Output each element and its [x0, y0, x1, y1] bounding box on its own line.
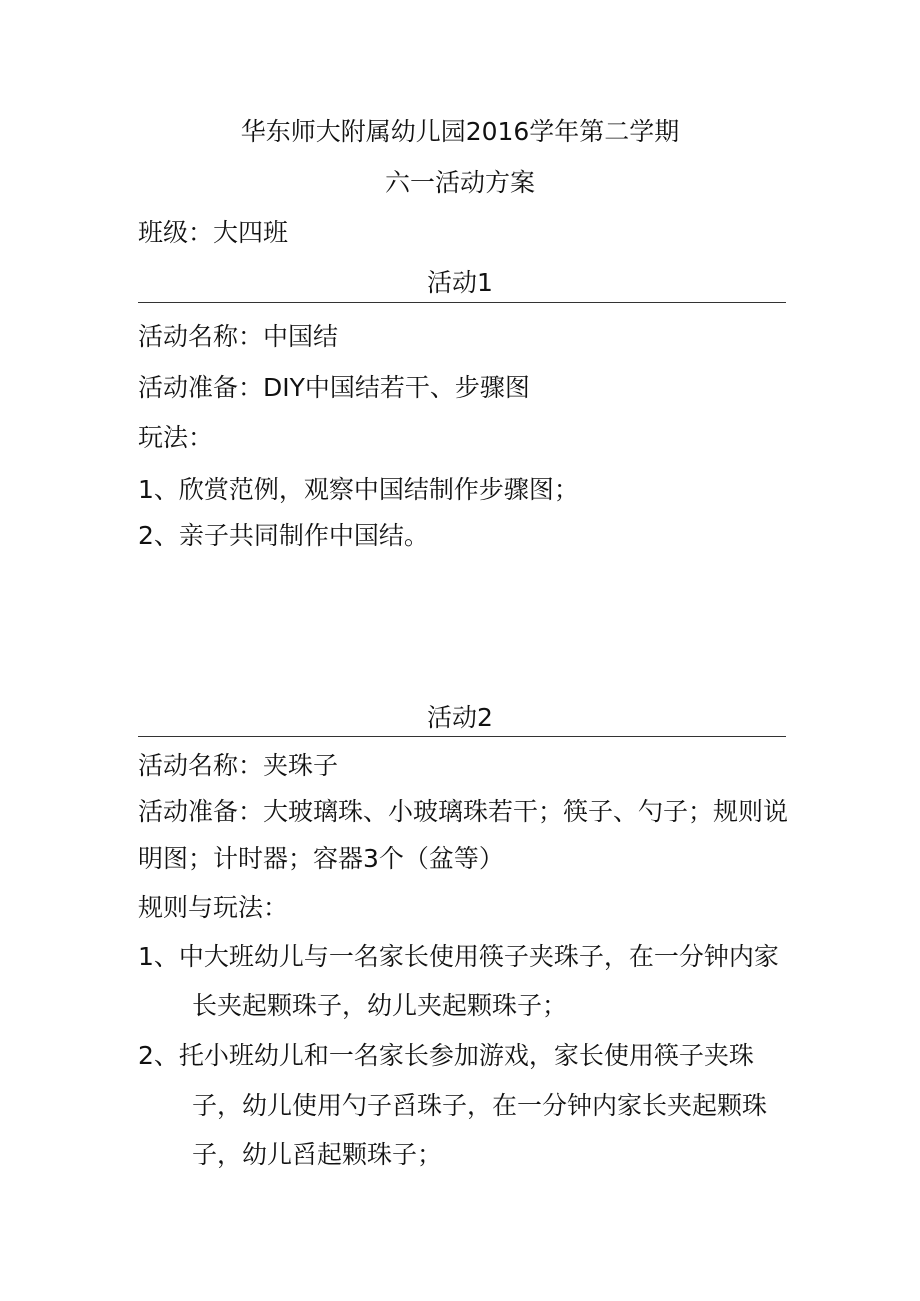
- activity-2-step-2-line-3: 子，幼儿舀起颗珠子；: [192, 1140, 443, 1169]
- document-title: 华东师大附属幼儿园2016学年第二学期: [240, 117, 680, 146]
- document-subtitle: 六一活动方案: [384, 168, 535, 197]
- activity-2-step-2-line-1: 2、托小班幼儿和一名家长参加游戏，家长使用筷子夹珠: [138, 1041, 754, 1070]
- activity-2-step-1-line-1: 1、中大班幼儿与一名家长使用筷子夹珠子，在一分钟内家: [138, 942, 779, 971]
- activity-2-heading: 活动2: [427, 703, 493, 732]
- activity-2-prep-line-1: 活动准备：大玻璃珠、小玻璃珠若干；筷子、勺子；规则说: [138, 797, 789, 826]
- activity-2-divider: [138, 736, 786, 737]
- activity-1-step-1: 1、欣赏范例，观察中国结制作步骤图；: [138, 475, 579, 504]
- class-line: 班级：大四班: [138, 218, 289, 247]
- activity-2-rules-heading: 规则与玩法：: [138, 893, 289, 922]
- activity-2-step-1-line-2: 长夹起颗珠子，幼儿夹起颗珠子；: [192, 991, 568, 1020]
- activity-2-prep-line-2: 明图；计时器；容器3个（盆等）: [138, 844, 504, 873]
- activity-1-name: 活动名称：中国结: [138, 322, 339, 351]
- activity-2-name: 活动名称：夹珠子: [138, 751, 339, 780]
- activity-1-step-2: 2、亲子共同制作中国结。: [138, 521, 429, 550]
- activity-2-step-2-line-2: 子，幼儿使用勺子舀珠子，在一分钟内家长夹起颗珠: [192, 1091, 768, 1120]
- activity-1-divider: [138, 302, 786, 303]
- activity-1-prep-line: 活动准备：DIY中国结若干、步骤图: [138, 373, 530, 402]
- activity-1-rules-heading: 玩法：: [138, 423, 214, 452]
- activity-1-heading: 活动1: [427, 268, 493, 297]
